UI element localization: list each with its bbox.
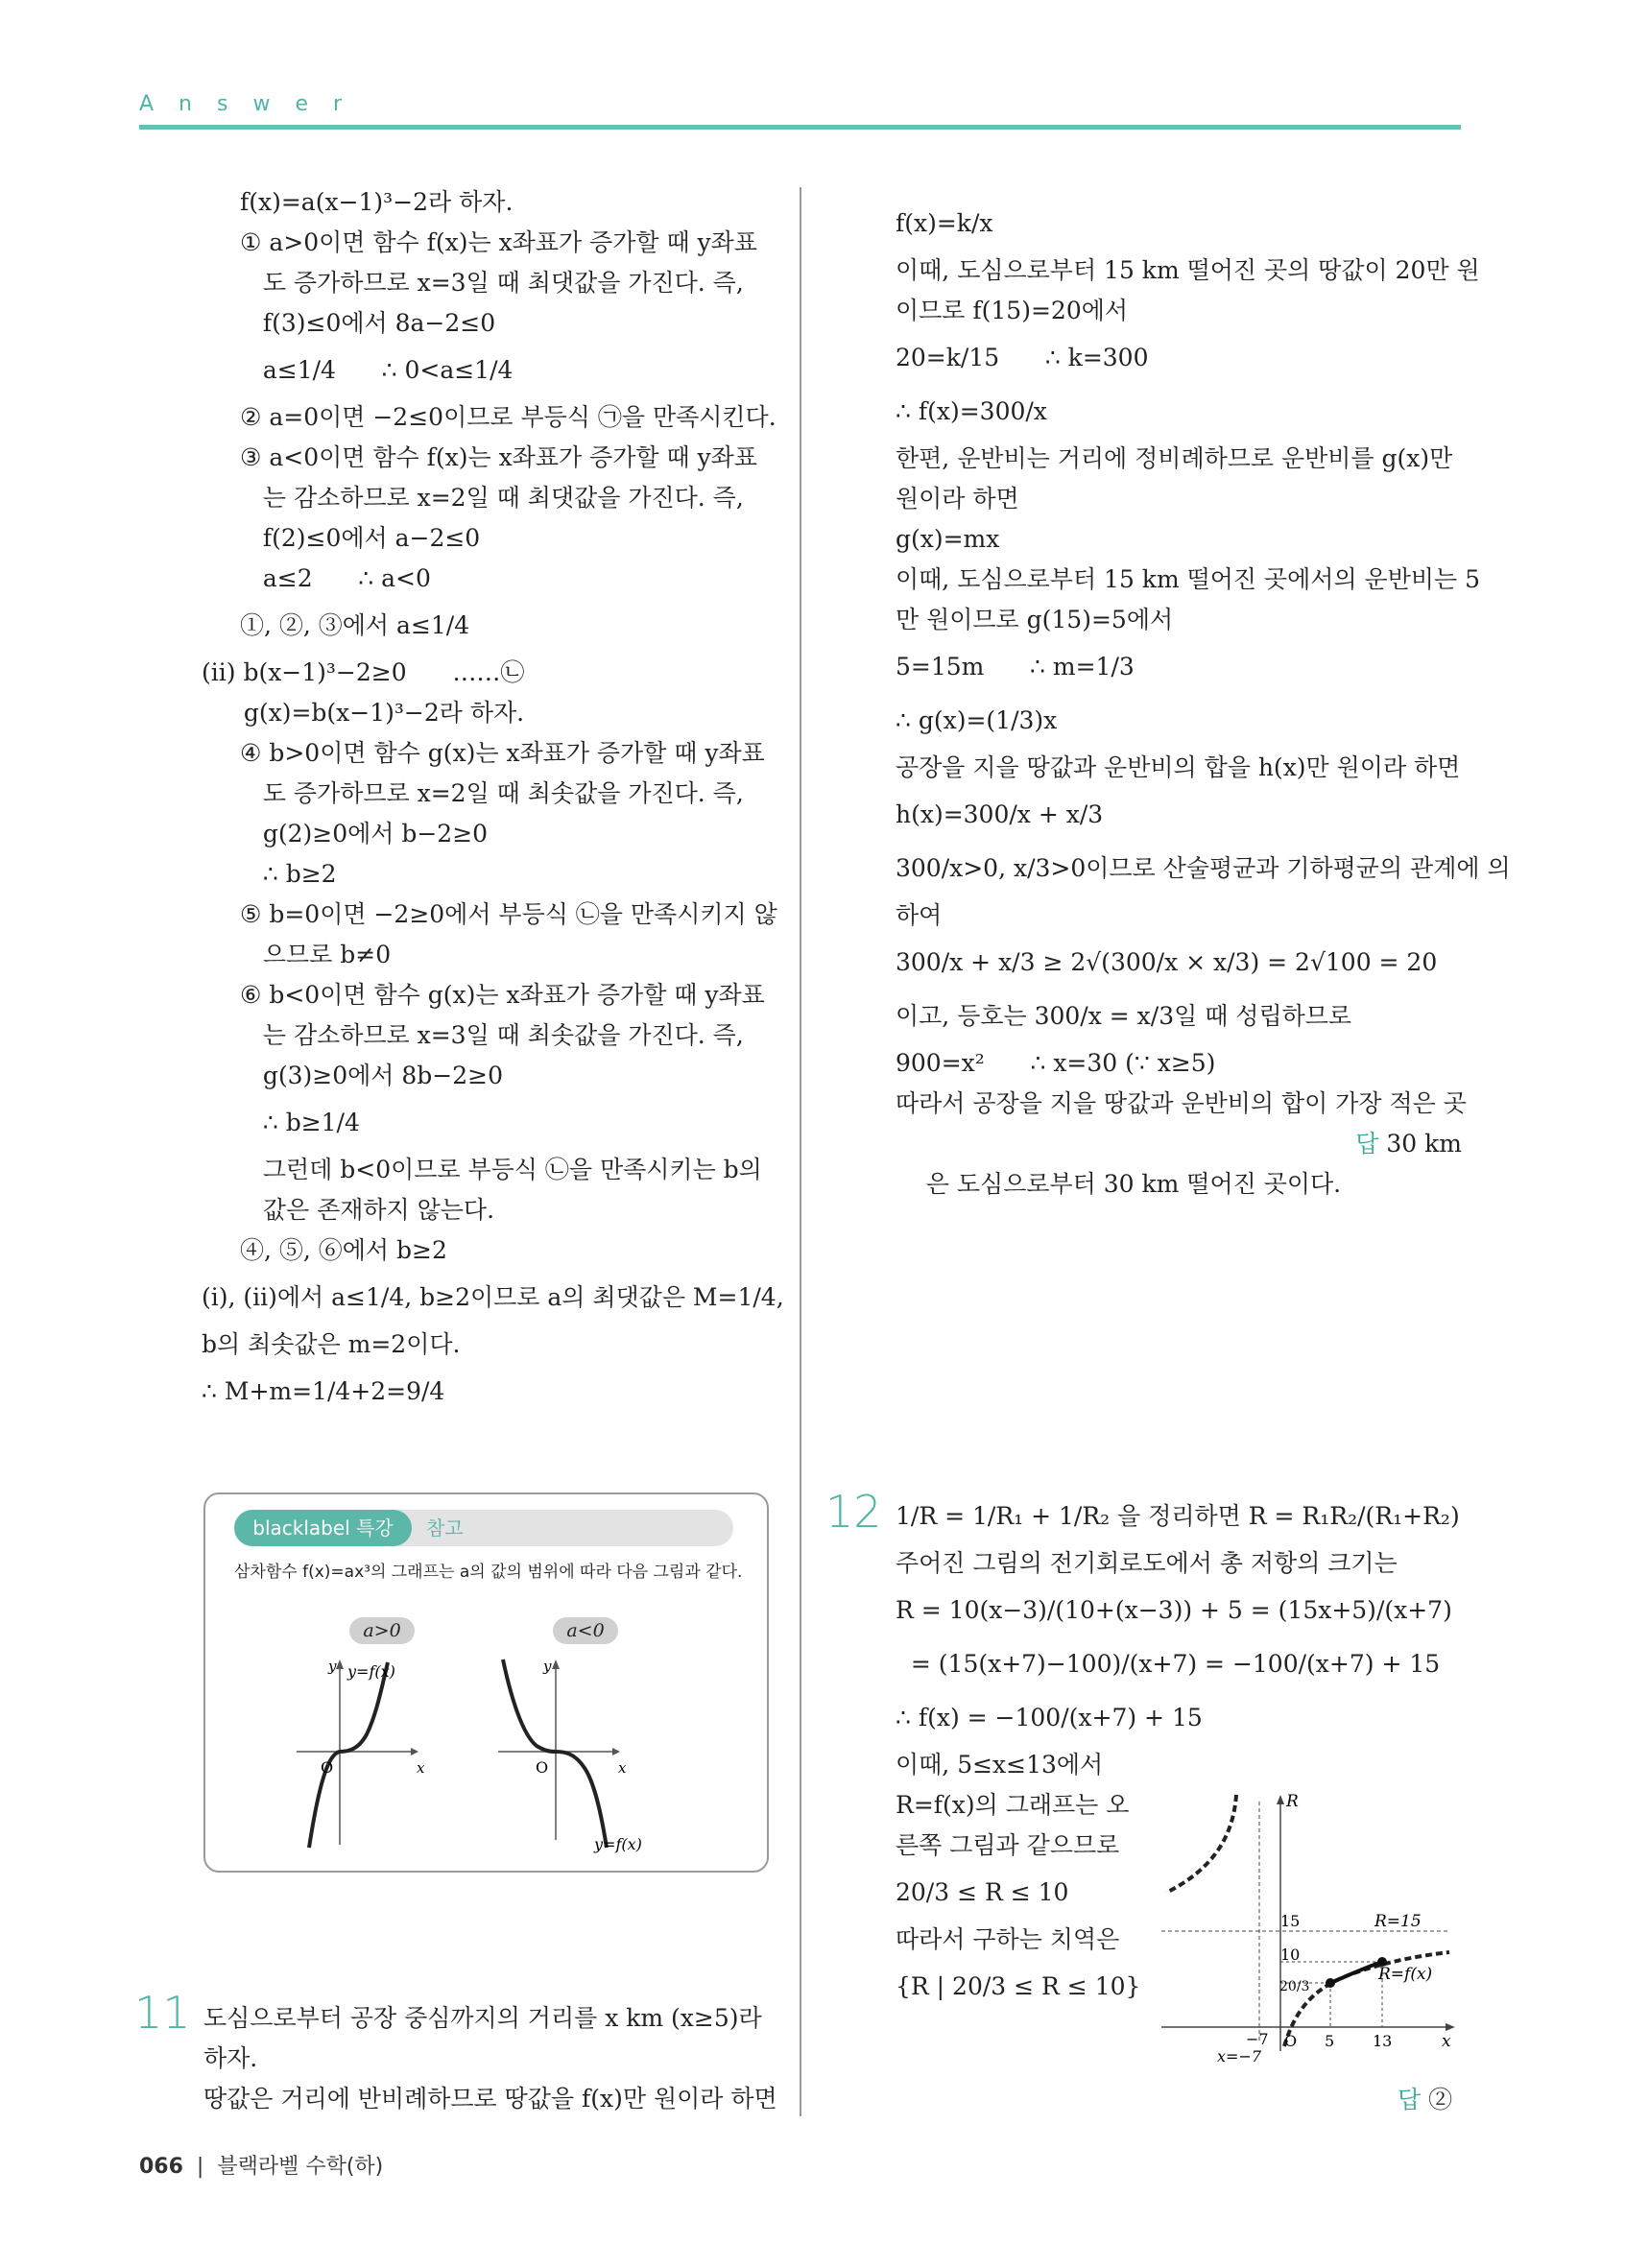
problem-line: 도심으로부터 공장 중심까지의 거리를 x km (x≥5)라: [203, 2004, 762, 2032]
solution-line: 값은 존재하지 않는다.: [240, 1196, 495, 1224]
solution-line: ∴ f(x) = −100/(x+7) + 15: [896, 1704, 1203, 1731]
solution-line: ∴ b≥1/4: [240, 1109, 360, 1136]
answer-label: 답: [1355, 1130, 1379, 1158]
left-curve-label: y=f(x): [347, 1662, 395, 1681]
solution-line: 900=x² ∴ x=30 (∵ x≥5): [896, 1049, 1216, 1077]
solution-line: ∴ M+m=1/4+2=9/4: [202, 1377, 445, 1405]
origin-label: O: [1284, 2032, 1298, 2050]
solution-line: 이때, 5≤x≤13에서: [896, 1751, 1104, 1779]
solution-line: 그런데 b<0이므로 부등식 ㉡을 만족시키는 b의: [240, 1156, 762, 1183]
axis-x-label: x: [1442, 2032, 1451, 2051]
answer-value: 30 km: [1386, 1130, 1462, 1158]
solution-line: g(2)≥0에서 b−2≥0: [240, 820, 489, 848]
solution-line: 300/x>0, x/3>0이므로 산술평균과 기하평균의 관계에 의: [896, 854, 1511, 882]
curve-label: R=f(x): [1378, 1965, 1433, 1984]
solution-line: = (15(x+7)−100)/(x+7) = −100/(x+7) + 15: [896, 1650, 1441, 1678]
solution-line: 1/R = 1/R₁ + 1/R₂ 을 정리하면 R = R₁R₂/(R₁+R₂): [896, 1502, 1460, 1530]
note-tag-label: blacklabel 특강: [234, 1510, 412, 1546]
tick-20-3: 20/3: [1279, 1979, 1310, 1994]
problem-12-number: 12: [825, 1486, 882, 1538]
point-x5: [1326, 1978, 1335, 1988]
solution-line: 는 감소하므로 x=3일 때 최솟값을 가진다. 즉,: [240, 1021, 744, 1049]
solution-line: 5=15m ∴ m=1/3: [896, 653, 1135, 680]
solution-line: 공장을 지을 땅값과 운반비의 합을 h(x)만 원이라 하면: [896, 753, 1461, 781]
reciprocal-graph: [1161, 1787, 1469, 2104]
solution-line: 이때, 도심으로부터 15 km 떨어진 곳에서의 운반비는 5: [896, 565, 1480, 593]
right-x-label: x: [618, 1759, 627, 1777]
solution-line: [896, 1124, 1462, 1198]
note-box: [203, 1492, 769, 1873]
solution-line: f(x)=k/x: [896, 209, 993, 237]
range-curve: [1330, 1962, 1382, 1983]
problem-line: 하자.: [203, 2044, 258, 2072]
solution-line: ⑥ b<0이면 함수 g(x)는 x좌표가 증가할 때 y좌표: [240, 981, 765, 1009]
note-text: 삼차함수 f(x)=ax³의 그래프는 a의 값의 범위에 따라 다음 그림과 같다.: [234, 1563, 743, 1582]
footer-separator: |: [189, 2155, 211, 2179]
solution-line: (ii) b(x−1)³−2≥0 ……㉡: [202, 658, 525, 686]
solution-line: 한편, 운반비는 거리에 정비례하므로 운반비를 g(x)만: [896, 444, 1453, 472]
solution-line: 이므로 f(15)=20에서: [896, 297, 1129, 324]
solution-line: (i), (ii)에서 a≤1/4, b≥2이므로 a의 최댓값은 M=1/4,: [202, 1283, 784, 1311]
solution-line: 도 증가하므로 x=2일 때 최솟값을 가진다. 즉,: [240, 779, 744, 807]
solution-line: ∴ f(x)=300/x: [896, 397, 1047, 425]
solution-line: 도 증가하므로 x=3일 때 최댓값을 가진다. 즉,: [240, 269, 744, 297]
page-footer: [139, 2150, 383, 2180]
right-y-label: y: [543, 1658, 552, 1675]
tick-15: 15: [1280, 1912, 1301, 1930]
solution-line: ∴ g(x)=(1/3)x: [896, 706, 1058, 734]
solution-line: R=f(x)의 그래프는 오: [896, 1791, 1130, 1819]
solution-line: 른쪽 그림과 같으므로: [896, 1831, 1120, 1859]
right-curve-label: y=f(x): [594, 1835, 642, 1853]
solution-line: ∴ b≥2: [240, 860, 337, 888]
tick-13: 13: [1373, 2032, 1393, 2050]
solution-line: b의 최솟값은 m=2이다.: [202, 1330, 461, 1358]
book-title: 블랙라벨 수학(하): [217, 2155, 384, 2179]
solution-line: 20/3 ≤ R ≤ 10: [896, 1878, 1069, 1906]
solution-line: a≤2 ∴ a<0: [240, 564, 431, 592]
solution-line: 으므로 b≠0: [240, 941, 392, 968]
answer-11: [1355, 1124, 1462, 1164]
left-branch-curve: [1166, 1795, 1236, 1893]
solution-line: ① a>0이면 함수 f(x)는 x좌표가 증가할 때 y좌표: [240, 228, 757, 256]
problem-11-text: [203, 1998, 779, 2119]
solution-line: R = 10(x−3)/(10+(x−3)) + 5 = (15x+5)/(x+7): [896, 1596, 1452, 1624]
problem-line: 땅값은 거리에 반비례하므로 땅값을 f(x)만 원이라 하면: [203, 2085, 777, 2113]
note-tag-subtitle: 참고: [426, 1516, 464, 1540]
axis-r-label: R: [1286, 1792, 1299, 1811]
tick-10: 10: [1280, 1946, 1301, 1964]
asymptote-label: R=15: [1374, 1912, 1422, 1931]
solution-line: g(3)≥0에서 8b−2≥0: [240, 1062, 503, 1089]
solution-line: 따라서 구하는 치역은: [896, 1925, 1120, 1953]
solution-line: 하여: [896, 901, 943, 929]
right-origin-label: O: [536, 1758, 549, 1777]
solution-line: ④ b>0이면 함수 g(x)는 x좌표가 증가할 때 y좌표: [240, 739, 765, 767]
solution-line: 원이라 하면: [896, 485, 1019, 513]
right-column: [896, 197, 1511, 1198]
solution-line: {R | 20/3 ≤ R ≤ 10}: [896, 1972, 1141, 2000]
solution-line: a≤1/4 ∴ 0<a≤1/4: [240, 356, 514, 384]
tick-5: 5: [1325, 2032, 1335, 2050]
solution-line-text: 은 도심으로부터 30 km 떨어진 곳이다.: [925, 1170, 1342, 1198]
left-y-label: y: [328, 1658, 337, 1675]
solution-line: 따라서 공장을 지을 땅값과 운반비의 합이 가장 적은 곳: [896, 1089, 1467, 1117]
solution-line: 이때, 도심으로부터 15 km 떨어진 곳의 땅값이 20만 원: [896, 256, 1480, 284]
column-divider: [800, 187, 801, 2116]
solution-line: g(x)=mx: [896, 525, 1000, 553]
solution-line: 이고, 등호는 300/x = x/3일 때 성립하므로: [896, 1002, 1352, 1030]
solution-line: f(2)≤0에서 a−2≤0: [240, 524, 481, 552]
solution-line: f(3)≤0에서 8a−2≤0: [240, 309, 496, 337]
left-origin-label: O: [321, 1758, 334, 1777]
pill-a-negative: a<0: [553, 1617, 618, 1644]
answer-value: ②: [1428, 2086, 1453, 2113]
answer-12: [1398, 2081, 1452, 2115]
problem-11-number: 11: [134, 1987, 191, 2039]
left-column: [202, 182, 784, 1419]
solution-line: 만 원이므로 g(15)=5에서: [896, 606, 1174, 633]
asymptote-x-label: x=−7: [1217, 2047, 1262, 2065]
header-rule: [139, 125, 1461, 130]
page-header-title: Answer: [139, 92, 368, 116]
solution-line: 300/x + x/3 ≥ 2√(300/x × x/3) = 2√100 = 20: [896, 948, 1438, 976]
tick-neg7: −7: [1246, 2030, 1269, 2048]
cubic-graphs: [205, 1494, 767, 1871]
solution-line: 는 감소하므로 x=2일 때 최댓값을 가진다. 즉,: [240, 484, 744, 512]
page-number: 066: [139, 2155, 183, 2179]
solution-line: 20=k/15 ∴ k=300: [896, 344, 1149, 371]
solution-line: ③ a<0이면 함수 f(x)는 x좌표가 증가할 때 y좌표: [240, 443, 757, 471]
pill-a-positive: a>0: [349, 1617, 415, 1644]
answer-label: 답: [1398, 2086, 1422, 2113]
right-cubic-curve: [503, 1659, 607, 1848]
solution-line: g(x)=b(x−1)³−2라 하자.: [221, 699, 525, 727]
solution-line: f(x)=a(x−1)³−2라 하자.: [240, 188, 514, 216]
solution-line: ⑤ b=0이면 −2≥0에서 부등식 ㉡을 만족시키지 않: [240, 900, 777, 928]
left-cubic-curve: [309, 1662, 388, 1848]
solution-line: ② a=0이면 −2≤0이므로 부등식 ㉠을 만족시킨다.: [240, 403, 777, 431]
solution-line: 주어진 그림의 전기회로도에서 총 저항의 크기는: [896, 1549, 1398, 1577]
solution-line: h(x)=300/x + x/3: [896, 800, 1104, 828]
left-x-label: x: [417, 1759, 425, 1777]
solution-line: ④, ⑤, ⑥에서 b≥2: [240, 1236, 447, 1264]
solution-line: ①, ②, ③에서 a≤1/4: [240, 611, 470, 639]
